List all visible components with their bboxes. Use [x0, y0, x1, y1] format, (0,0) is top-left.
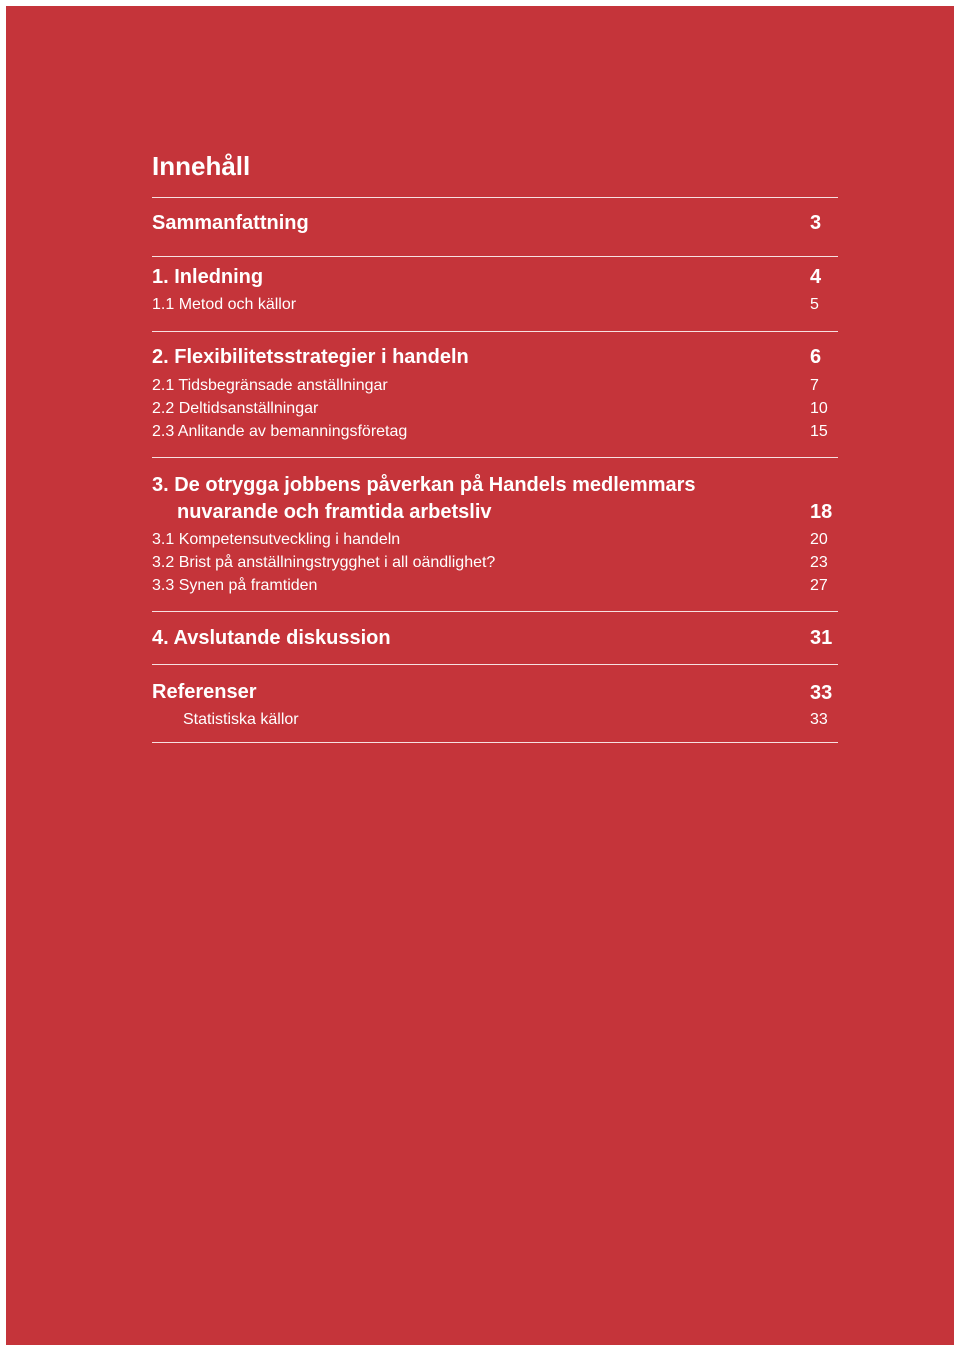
toc-entry-ch2-3[interactable]: 2.3 Anlitande av bemanningsföretag [152, 423, 408, 440]
divider [152, 256, 838, 257]
toc-page-ch2-1: 7 [810, 377, 819, 394]
toc-entry-ch2-1[interactable]: 2.1 Tidsbegränsade anställningar [152, 377, 388, 394]
toc-entry-ch2-2[interactable]: 2.2 Deltidsanställningar [152, 400, 319, 417]
divider [152, 197, 838, 198]
toc-entry-ch3[interactable]: 3. De otrygga jobbens påverkan på Handels medlemmars [152, 474, 696, 496]
toc-entry-ch4[interactable]: 4. Avslutande diskussion [152, 627, 391, 649]
toc-entry-ch3-1[interactable]: 3.1 Kompetensutveckling i handeln [152, 531, 401, 548]
divider [152, 457, 838, 458]
toc-entry-references[interactable]: Referenser [152, 681, 257, 703]
toc-entry-ch3-continued[interactable]: nuvarande och framtida arbetsliv [177, 501, 492, 523]
toc-page-ch4: 31 [810, 627, 833, 649]
divider [152, 611, 838, 612]
toc-entry-summary[interactable]: Sammanfattning [152, 212, 309, 234]
toc-page-ch2-2: 10 [810, 400, 828, 417]
toc-entry-ch2[interactable]: 2. Flexibilitetsstrategier i handeln [152, 346, 469, 368]
toc-entry-ch3-3[interactable]: 3.3 Synen på framtiden [152, 577, 318, 594]
divider [152, 664, 838, 665]
toc-page-ch2-3: 15 [810, 423, 828, 440]
divider [152, 331, 838, 332]
toc-entry-ch1[interactable]: 1. Inledning [152, 266, 264, 288]
toc-page-ch1: 4 [810, 266, 822, 288]
toc-page-references: 33 [810, 682, 833, 704]
toc-page-ch3-2: 23 [810, 554, 828, 571]
toc-entry-ch3-2[interactable]: 3.2 Brist på anställningstrygghet i all oändlighet? [152, 554, 496, 571]
toc-page-statistical-sources: 33 [810, 711, 828, 728]
toc-page-ch1-1: 5 [810, 296, 819, 313]
divider [152, 742, 838, 743]
toc-entry-statistical-sources[interactable]: Statistiska källor [183, 711, 299, 728]
toc-page-ch3-3: 27 [810, 577, 828, 594]
toc-page-ch3-1: 20 [810, 531, 828, 548]
toc-page-summary: 3 [810, 212, 822, 234]
toc-page-ch2: 6 [810, 346, 822, 368]
toc-title: Innehåll [152, 151, 251, 181]
toc-entry-ch1-1[interactable]: 1.1 Metod och källor [152, 296, 297, 313]
toc-page-ch3: 18 [810, 501, 833, 523]
